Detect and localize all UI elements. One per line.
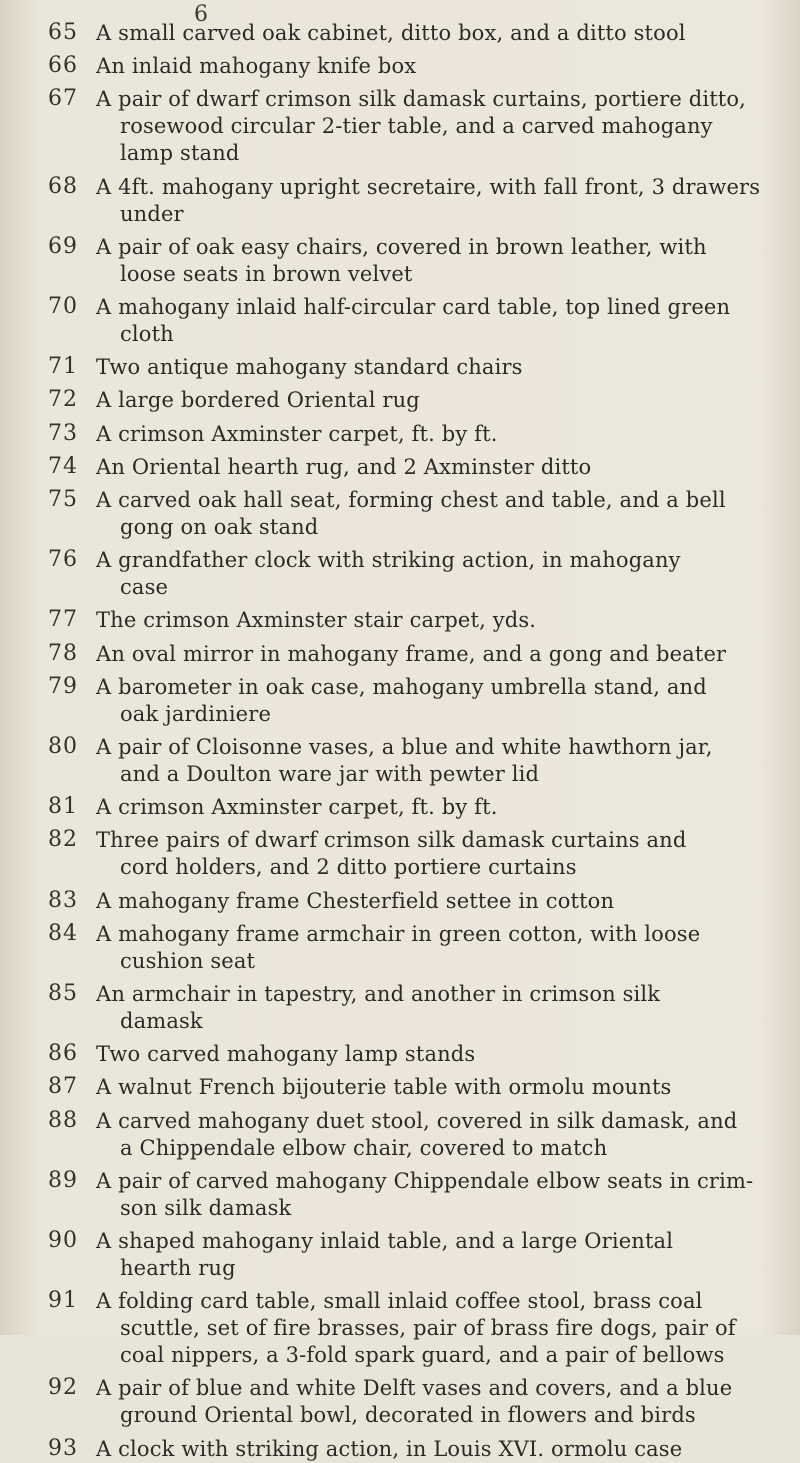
lot-description-line: Two carved mahogany lamp stands: [96, 1042, 476, 1067]
lot-number: 81: [48, 794, 78, 820]
lot-description: [96, 607, 772, 634]
lot-description: [96, 387, 772, 414]
lot-description: [96, 1168, 772, 1222]
lot-number: 88: [48, 1107, 78, 1133]
lot-description-line: gong on oak stand: [120, 515, 319, 539]
lot-number: 90: [48, 1228, 78, 1253]
lot-description-line: A crimson Axminster carpet, ft. by ft.: [96, 421, 498, 446]
lot-number: 71: [48, 354, 78, 380]
lot-description: [96, 1436, 772, 1463]
lot-number: 76: [48, 547, 78, 573]
page-number: 6: [194, 2, 208, 27]
lot-description-line: A pair of oak easy chairs, covered in brown leather, with: [96, 234, 707, 259]
lot-number: 77: [48, 607, 78, 633]
lot-description-line: A 4ft. mahogany upright secretaire, with fall front, 3 drawers: [96, 174, 761, 199]
lot-description-line: A folding card table, small inlaid coffee stool, brass coal: [96, 1289, 703, 1314]
lot-number: 82: [48, 827, 78, 853]
lot-description: [96, 454, 772, 481]
lot-description-line: A pair of Cloisonne vases, a blue and white hawthorn jar,: [96, 735, 713, 759]
lot-description-line: An Oriental hearth rug, and 2 Axminster ditto: [96, 454, 592, 479]
lot-number: 79: [48, 673, 78, 699]
lot-number: 78: [48, 640, 78, 666]
lot-number: 84: [48, 920, 78, 946]
lot-number: 86: [48, 1041, 78, 1067]
lot-number: 69: [48, 233, 78, 259]
lot-description: [96, 794, 772, 821]
lot-description-line: case: [120, 575, 169, 600]
lot-description-line: A mahogany frame armchair in green cotton, with loose: [96, 921, 701, 946]
lot-description-line: An armchair in tapestry, and another in crimson silk: [96, 982, 661, 1006]
lot-description: [96, 641, 772, 668]
lot-number: 66: [48, 53, 78, 79]
lot-description: [96, 981, 772, 1035]
lot-description: [96, 354, 772, 381]
lot-description: [96, 234, 772, 288]
lot-description-line: A pair of carved mahogany Chippendale elbow seats in crim-: [96, 1168, 754, 1193]
lot-description: [96, 921, 772, 975]
lot-description: [96, 53, 772, 80]
lot-number: 92: [48, 1375, 78, 1401]
lot-description-line: cord holders, and 2 ditto portiere curtains: [120, 855, 577, 880]
lot-description: [96, 674, 772, 728]
lot-description-line: A large bordered Oriental rug: [96, 388, 420, 413]
lot-description-line: A mahogany frame Chesterfield settee in cotton: [96, 888, 615, 913]
lot-description: [96, 734, 772, 788]
lot-number: 89: [48, 1167, 78, 1193]
lot-description-line: A shaped mahogany inlaid table, and a large Oriental: [96, 1229, 674, 1253]
lot-description-line: A crimson Axminster carpet, ft. by ft.: [96, 795, 498, 820]
lot-description: [96, 888, 772, 915]
lot-description-line: A carved mahogany duet stool, covered in silk damask, and: [96, 1108, 738, 1133]
lot-description-line: lamp stand: [120, 141, 240, 166]
lot-number: 80: [48, 734, 78, 759]
lot-description-line: ground Oriental bowl, decorated in flowers and birds: [120, 1403, 696, 1428]
lot-description-line: coal nippers, a 3-fold spark guard, and a pair of bellows: [120, 1343, 725, 1368]
lot-number: 65: [48, 20, 78, 45]
lot-description: [96, 1041, 772, 1068]
lot-number: 72: [48, 387, 78, 413]
lot-number: 73: [48, 420, 78, 446]
lot-description: [96, 1228, 772, 1282]
lot-description: [96, 1108, 772, 1162]
lot-description: [96, 294, 772, 348]
lot-description: [96, 174, 772, 228]
lot-number: 70: [48, 294, 78, 319]
lot-description-line: a Chippendale elbow chair, covered to match: [120, 1135, 608, 1160]
lot-number: 67: [48, 86, 78, 112]
lot-description-line: scuttle, set of fire brasses, pair of brass fire dogs, pair of: [120, 1316, 736, 1341]
lot-description-line: loose seats in brown velvet: [120, 261, 413, 286]
lot-description-line: A grandfather clock with striking action, in mahogany: [96, 548, 681, 573]
lot-description-line: A pair of dwarf crimson silk damask curtains, portiere ditto,: [96, 87, 746, 112]
lot-description-line: damask: [120, 1009, 203, 1033]
lot-description-line: cloth: [120, 322, 174, 346]
lot-description-line: A small carved oak cabinet, ditto box, and a ditto stool: [96, 21, 686, 45]
lot-number: 75: [48, 487, 78, 512]
lot-description-line: rosewood circular 2-tier table, and a carved mahogany: [120, 114, 713, 139]
lot-number: 87: [48, 1074, 78, 1100]
lot-description: [96, 20, 772, 47]
lot-description-line: cushion seat: [120, 948, 256, 973]
lot-description: [96, 421, 772, 448]
lot-description-line: under: [120, 201, 184, 226]
lot-description: [96, 1074, 772, 1101]
lot-description-line: A clock with striking action, in Louis XVI. ormolu case: [96, 1436, 683, 1461]
lot-description-line: An oval mirror in mahogany frame, and a gong and beater: [96, 641, 727, 666]
lot-description: [96, 1375, 772, 1429]
lot-description-line: A walnut French bijouterie table with ormolu mounts: [96, 1075, 672, 1100]
lot-number: 93: [48, 1435, 78, 1461]
lot-description-line: Two antique mahogany standard chairs: [96, 355, 523, 380]
lot-number: 74: [48, 453, 78, 479]
lot-description-line: An inlaid mahogany knife box: [96, 54, 417, 79]
lot-description-line: hearth rug: [120, 1256, 236, 1280]
lot-description: [96, 487, 772, 541]
lot-number: 83: [48, 887, 78, 913]
lot-description-line: The crimson Axminster stair carpet, yds.: [96, 608, 537, 633]
lot-description-line: Three pairs of dwarf crimson silk damask curtains and: [96, 828, 687, 853]
lot-description-line: A mahogany inlaid half-circular card table, top lined green: [96, 295, 731, 319]
lot-number: 91: [48, 1288, 78, 1314]
lot-description-line: A carved oak hall seat, forming chest and table, and a bell: [96, 488, 726, 512]
lot-number: 68: [48, 173, 78, 199]
lot-description: [96, 827, 772, 881]
lot-description: [96, 86, 772, 167]
lot-description-line: oak jardiniere: [120, 701, 272, 726]
lot-description: [96, 1288, 772, 1369]
lot-description-line: and a Doulton ware jar with pewter lid: [120, 762, 540, 786]
lot-description: [96, 547, 772, 601]
lot-description-line: son silk damask: [120, 1195, 292, 1220]
lot-description-line: A pair of blue and white Delft vases and covers, and a blue: [96, 1376, 733, 1401]
lot-number: 85: [48, 981, 78, 1006]
lot-description-line: A barometer in oak case, mahogany umbrella stand, and: [96, 674, 707, 699]
